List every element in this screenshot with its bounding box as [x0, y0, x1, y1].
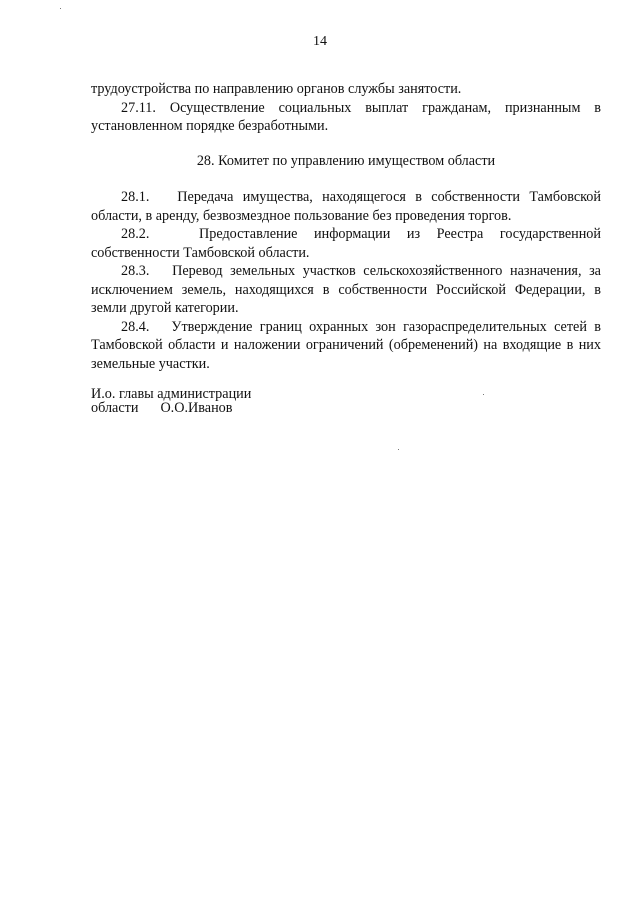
- paragraph-28-4: 28.4. Утверждение границ охранных зон газораспределительных сетей в Тамбовской области и наложении ограничений (обременений) на входящие в них земельные участки.: [91, 318, 601, 372]
- scan-speck: [60, 8, 61, 9]
- paragraph-continuation: трудоустройства по направлению органов службы занятости.: [91, 81, 462, 97]
- scan-speck: [398, 449, 399, 450]
- paragraph-28-2: 28.2. Предоставление информации из Реестра государственной собственности Тамбовской области.: [91, 226, 601, 261]
- paragraph-28-3: 28.3. Перевод земельных участков сельскохозяйственного назначения, за исключением земель, находящихся в собственности Российской Федерации, в земли другой категории.: [91, 263, 601, 316]
- document-body: [91, 80, 601, 373]
- scan-speck: [483, 394, 484, 395]
- signature-title: И.о. главы администрации: [91, 386, 252, 402]
- signature-org-line: [91, 401, 251, 415]
- paragraph-27-11: 27.11. Осуществление социальных выплат гражданам, признанным в установленном порядке безработными.: [91, 99, 601, 134]
- page-number: 14: [313, 34, 327, 49]
- signature-org: области: [91, 400, 139, 416]
- signature-block: [91, 387, 251, 415]
- paragraph-28-1: 28.1. Передача имущества, находящегося в собственности Тамбовской области, в аренду, безвозмездное пользование без проведения торгов.: [91, 189, 601, 224]
- signature-name: О.О.Иванов: [160, 400, 233, 416]
- section-heading-28: 28. Комитет по управлению имуществом области: [196, 152, 496, 169]
